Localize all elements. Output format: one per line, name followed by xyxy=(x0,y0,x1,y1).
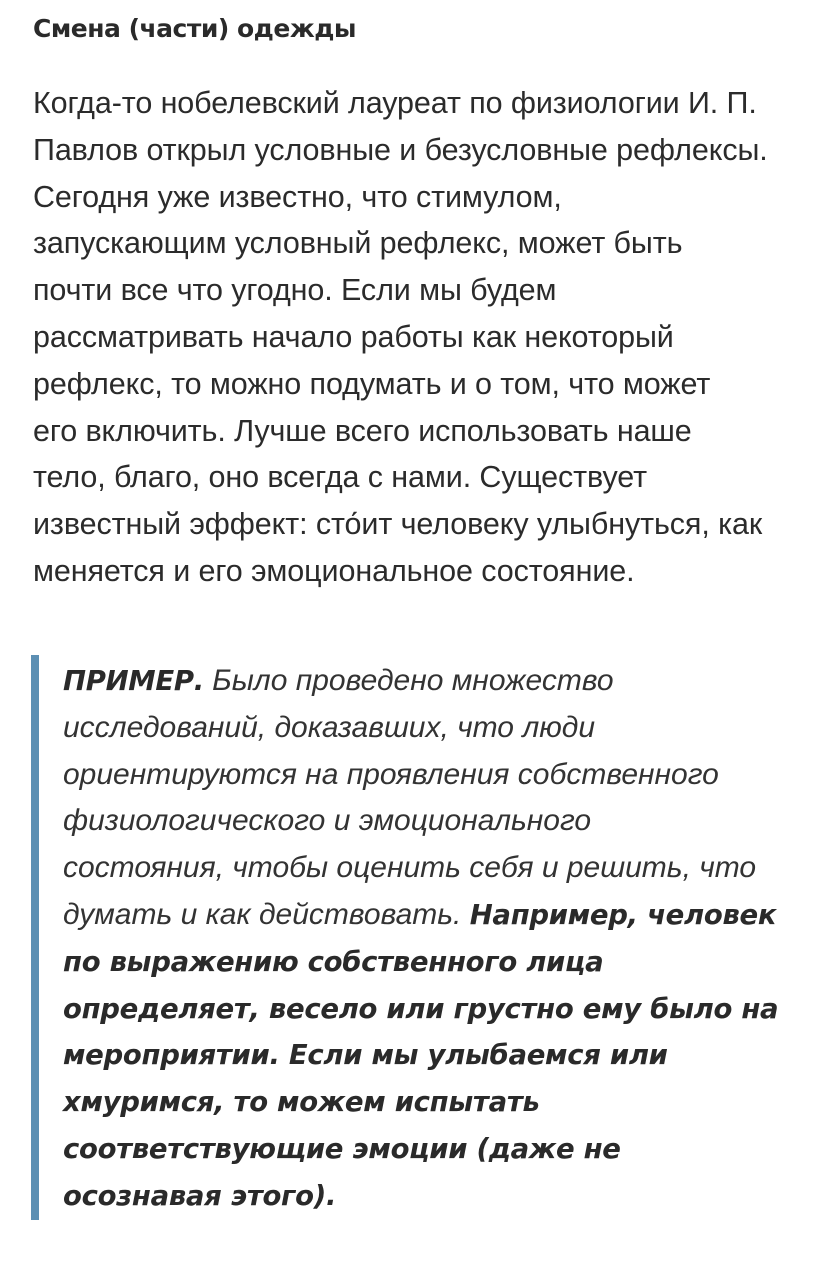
quote-emphasis-line: мероприятии. Если мы улыбаемся или xyxy=(63,1039,668,1072)
paragraph-line: Сегодня уже известно, что стимулом, xyxy=(33,179,562,214)
quote-emphasis-line: хмуримся, то можем испытать xyxy=(63,1086,540,1119)
paragraph-line: почти все что угодно. Если мы будем xyxy=(33,273,557,308)
quote-emphasis-line: определяет, весело или грустно ему было на xyxy=(63,992,779,1025)
blockquote-accent-bar xyxy=(31,655,39,1220)
quote-line xyxy=(63,658,823,705)
paragraph-line: рассматривать начало работы как некоторый xyxy=(33,319,674,354)
paragraph-line: рефлекс, то можно подумать и о том, что может xyxy=(33,366,711,401)
blockquote-text xyxy=(63,658,823,1220)
quote-text: Было проведено множество xyxy=(203,664,614,697)
quote-text: думать и как действовать. xyxy=(63,897,470,931)
quote-emphasis-line: соответствующие эмоции (даже не xyxy=(63,1132,621,1165)
quote-emphasis-line: по выражению собственного лица xyxy=(63,945,604,978)
paragraph-line: Когда-то нобелевский лауреат по физиологии И. П. xyxy=(33,86,757,120)
quote-line: физиологического и эмоционального xyxy=(63,804,592,838)
paragraph-line: его включить. Лучше всего использовать наше xyxy=(33,413,692,448)
quote-emphasis: Например, человек xyxy=(469,898,777,931)
example-label: ПРИМЕР. xyxy=(63,665,204,697)
paragraph-line: известный эффект: сто́ит человеку улыбнуться, как xyxy=(33,507,763,542)
body-paragraph xyxy=(33,80,823,595)
section-heading: Смена (части) одежды xyxy=(33,14,356,43)
quote-line: ориентируются на проявления собственного xyxy=(63,757,719,791)
quote-line: исследований, доказавших, что люди xyxy=(63,710,596,744)
paragraph-line: запускающим условный рефлекс, может быть xyxy=(33,226,683,261)
paragraph-line: тело, благо, оно всегда с нами. Существует xyxy=(33,460,648,495)
example-blockquote xyxy=(31,655,826,1220)
quote-line xyxy=(63,892,823,939)
quote-line: состояния, чтобы оценить себя и решить, что xyxy=(63,851,757,885)
paragraph-line: меняется и его эмоциональное состояние. xyxy=(33,553,635,588)
paragraph-line: Павлов открыл условные и безусловные рефлексы. xyxy=(33,132,768,167)
quote-emphasis-line: осознавая этого). xyxy=(63,1179,337,1212)
